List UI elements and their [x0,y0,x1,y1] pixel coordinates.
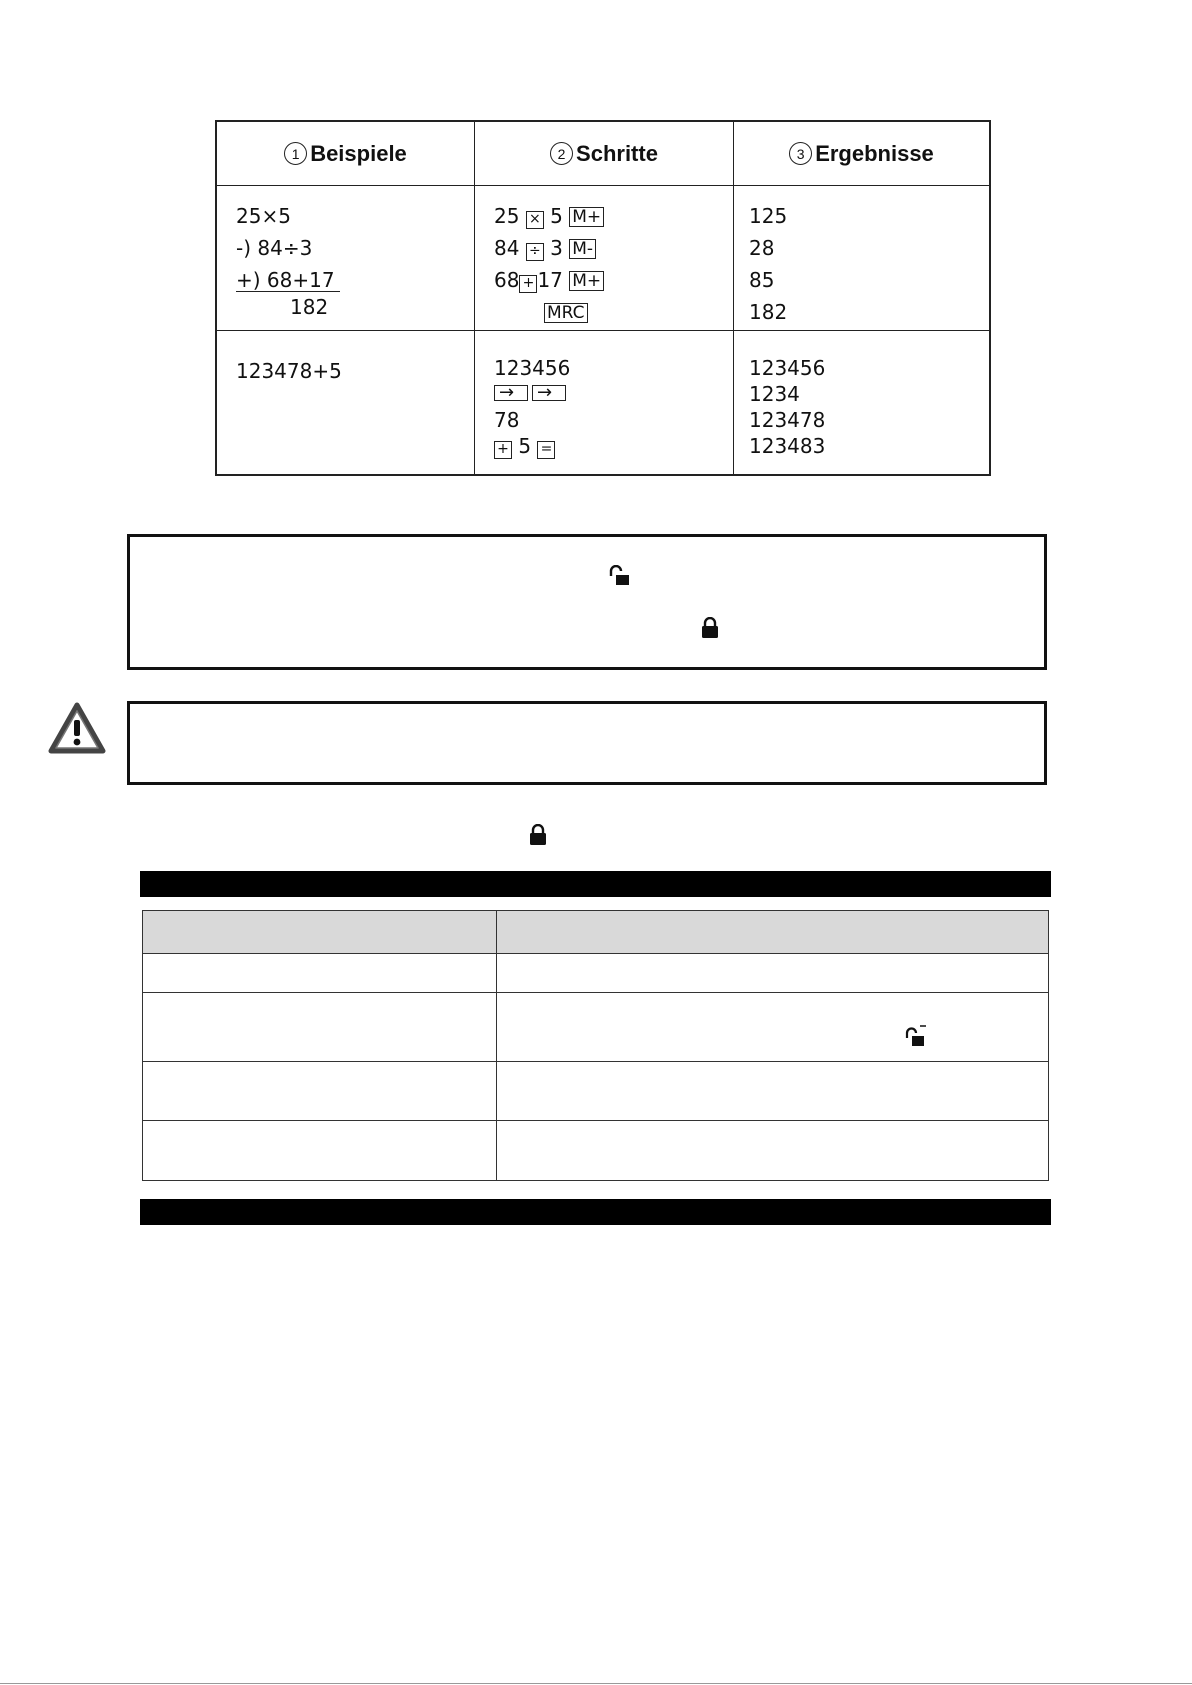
multiply-key: × [526,211,544,229]
header-examples [217,122,475,186]
result-line: 123456 [749,356,826,380]
table-cell [497,993,1048,1061]
result-line: 85 [749,268,775,292]
sum-rule [236,291,340,292]
plus-key: + [519,275,537,293]
step-line: 78 [494,408,520,432]
row1-steps [475,186,734,331]
row2-results [734,331,989,474]
row2-steps [475,331,734,474]
result-line: 123478 [749,408,826,432]
step-line [494,232,604,264]
section-header-bar [140,871,1051,897]
result-line: 182 [749,300,788,324]
table-row [143,954,1048,993]
table-cell [497,1121,1048,1180]
memory-minus-key: M- [569,239,596,259]
table-cell [143,1062,497,1120]
warning-box [127,701,1047,785]
lock-info-box [127,534,1047,670]
locked-padlock-icon [529,824,547,846]
step-operand: 84 [494,236,520,260]
plus-key: + [494,441,512,459]
header-label: Beispiele [310,140,407,166]
unlocked-padlock-icon [904,1023,928,1047]
table-row [143,1062,1048,1121]
step-operand: 5 [518,434,532,458]
table-cell [497,954,1048,992]
warning-triangle-icon [48,702,106,755]
step-operand: 5 [550,204,563,228]
mrc-key: MRC [544,303,588,323]
section-footer-bar [140,1199,1051,1225]
table-cell [143,993,497,1061]
memory-plus-key: M+ [569,207,604,227]
step-line [494,200,604,232]
step-operand: 25 [494,204,520,228]
row1-results [734,186,989,331]
header-number: 1 [284,142,307,165]
result-line: 125 [749,204,788,228]
page-bottom-rule [0,1683,1192,1684]
example-line: 25×5 [236,204,291,228]
table-row [143,1121,1048,1180]
shift-right-key [494,385,528,401]
step-operand: 68 [494,268,520,292]
step-line: 123456 [494,356,571,380]
unlocked-padlock-icon [608,565,630,585]
result-line: 28 [749,236,775,260]
row1-examples [217,186,475,331]
example-line: -) 84÷3 [236,236,313,260]
examples-table [215,120,991,476]
header-results [734,122,989,186]
table-cell [143,1121,497,1180]
table-header-row [143,911,1048,954]
table-row [143,993,1048,1062]
locked-padlock-icon [701,617,719,639]
step-line [494,433,570,459]
example-line: +) 68+17 [236,268,335,292]
step-line [494,296,604,328]
header-label: Ergebnisse [815,140,934,166]
header-label: Schritte [576,140,658,166]
step-operand: 3 [550,236,563,260]
table-cell [497,1062,1048,1120]
memory-plus-key: M+ [569,271,604,291]
example-total: 182 [290,295,329,319]
result-line: 1234 [749,382,800,406]
header-number: 2 [550,142,573,165]
step-line [494,381,570,407]
troubleshooting-table [142,910,1049,1181]
example-line: 123478+5 [236,359,342,383]
step-operand: 17 [537,268,563,292]
header-steps [475,122,734,186]
header-number: 3 [789,142,812,165]
divide-key: ÷ [526,243,544,261]
result-line: 123483 [749,434,826,458]
shift-right-key [532,385,566,401]
table-cell [143,954,497,992]
equals-key: = [537,441,555,459]
table-header-cell [143,911,497,953]
table-header-cell [497,911,1048,953]
row2-examples [217,331,475,474]
step-line [494,264,604,296]
